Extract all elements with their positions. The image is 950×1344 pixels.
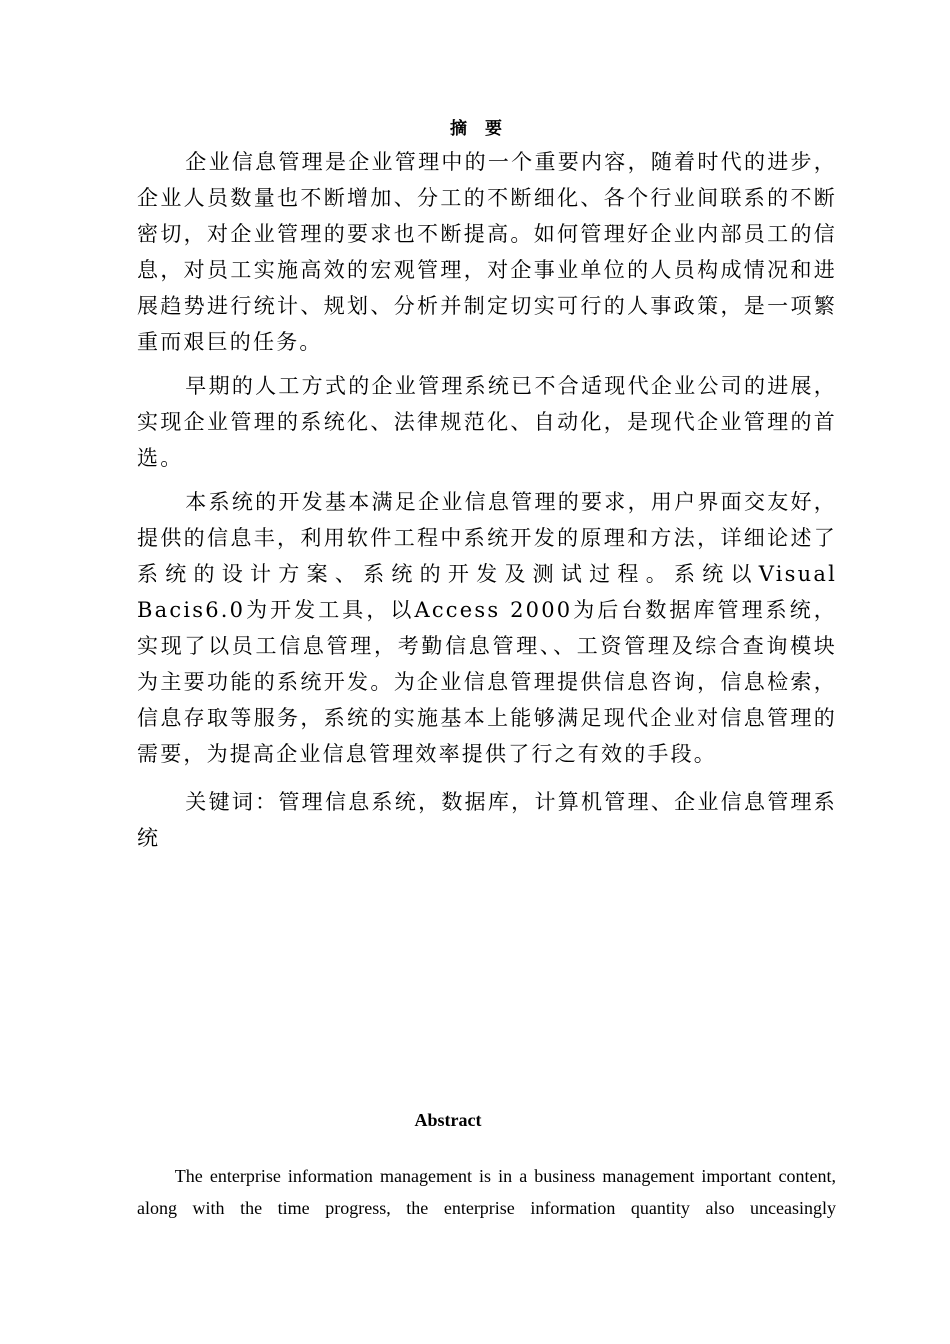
chinese-keywords: 关键词：管理信息系统，数据库，计算机管理、企业信息管理系统: [137, 790, 837, 850]
chinese-abstract-title: 摘要: [450, 119, 520, 139]
chinese-abstract-body: [137, 144, 837, 856]
chinese-abstract-paragraph-3: 本系统的开发基本满足企业信息管理的要求，用户界面交友好，提供的信息丰，利用软件工程中系统开发的原理和方法，详细论述了系统的设计方案、系统的开发及测试过程。系统以Visual Bacis6.0为开发工具，以Access 2000为后台数据库管理系统，实现了以员工信息管理，考勤信息管理、、工资管理及综合查询模块为主要功能的系统开发。为企业信息管理提供信息咨询，信息检索，信息存取等服务，系统的实施基本上能够满足现代企业对信息管理的需要，为提高企业信息管理效率提供了行之有效的手段。: [137, 490, 837, 766]
chinese-abstract-paragraph-1: 企业信息管理是企业管理中的一个重要内容，随着时代的进步，企业人员数量也不断增加、分工的不断细化、各个行业间联系的不断密切，对企业管理的要求也不断提高。如何管理好企业内部员工的信息，对员工实施高效的宏观管理，对企事业单位的人员构成情况和进展趋势进行统计、规划、分析并制定切实可行的人事政策，是一项繁重而艰巨的任务。: [137, 150, 837, 354]
english-abstract-paragraph-1: The enterprise information management is in a business management important content, along with the time progress, the enterprise information quantity also unceasingly: [137, 1166, 836, 1218]
chinese-abstract-paragraph-2: 早期的人工方式的企业管理系统已不合适现代企业公司的进展，实现企业管理的系统化、法律规范化、自动化，是现代企业管理的首选。: [137, 374, 837, 470]
english-abstract-body: [137, 1160, 836, 1224]
english-abstract-title: Abstract: [414, 1110, 482, 1130]
